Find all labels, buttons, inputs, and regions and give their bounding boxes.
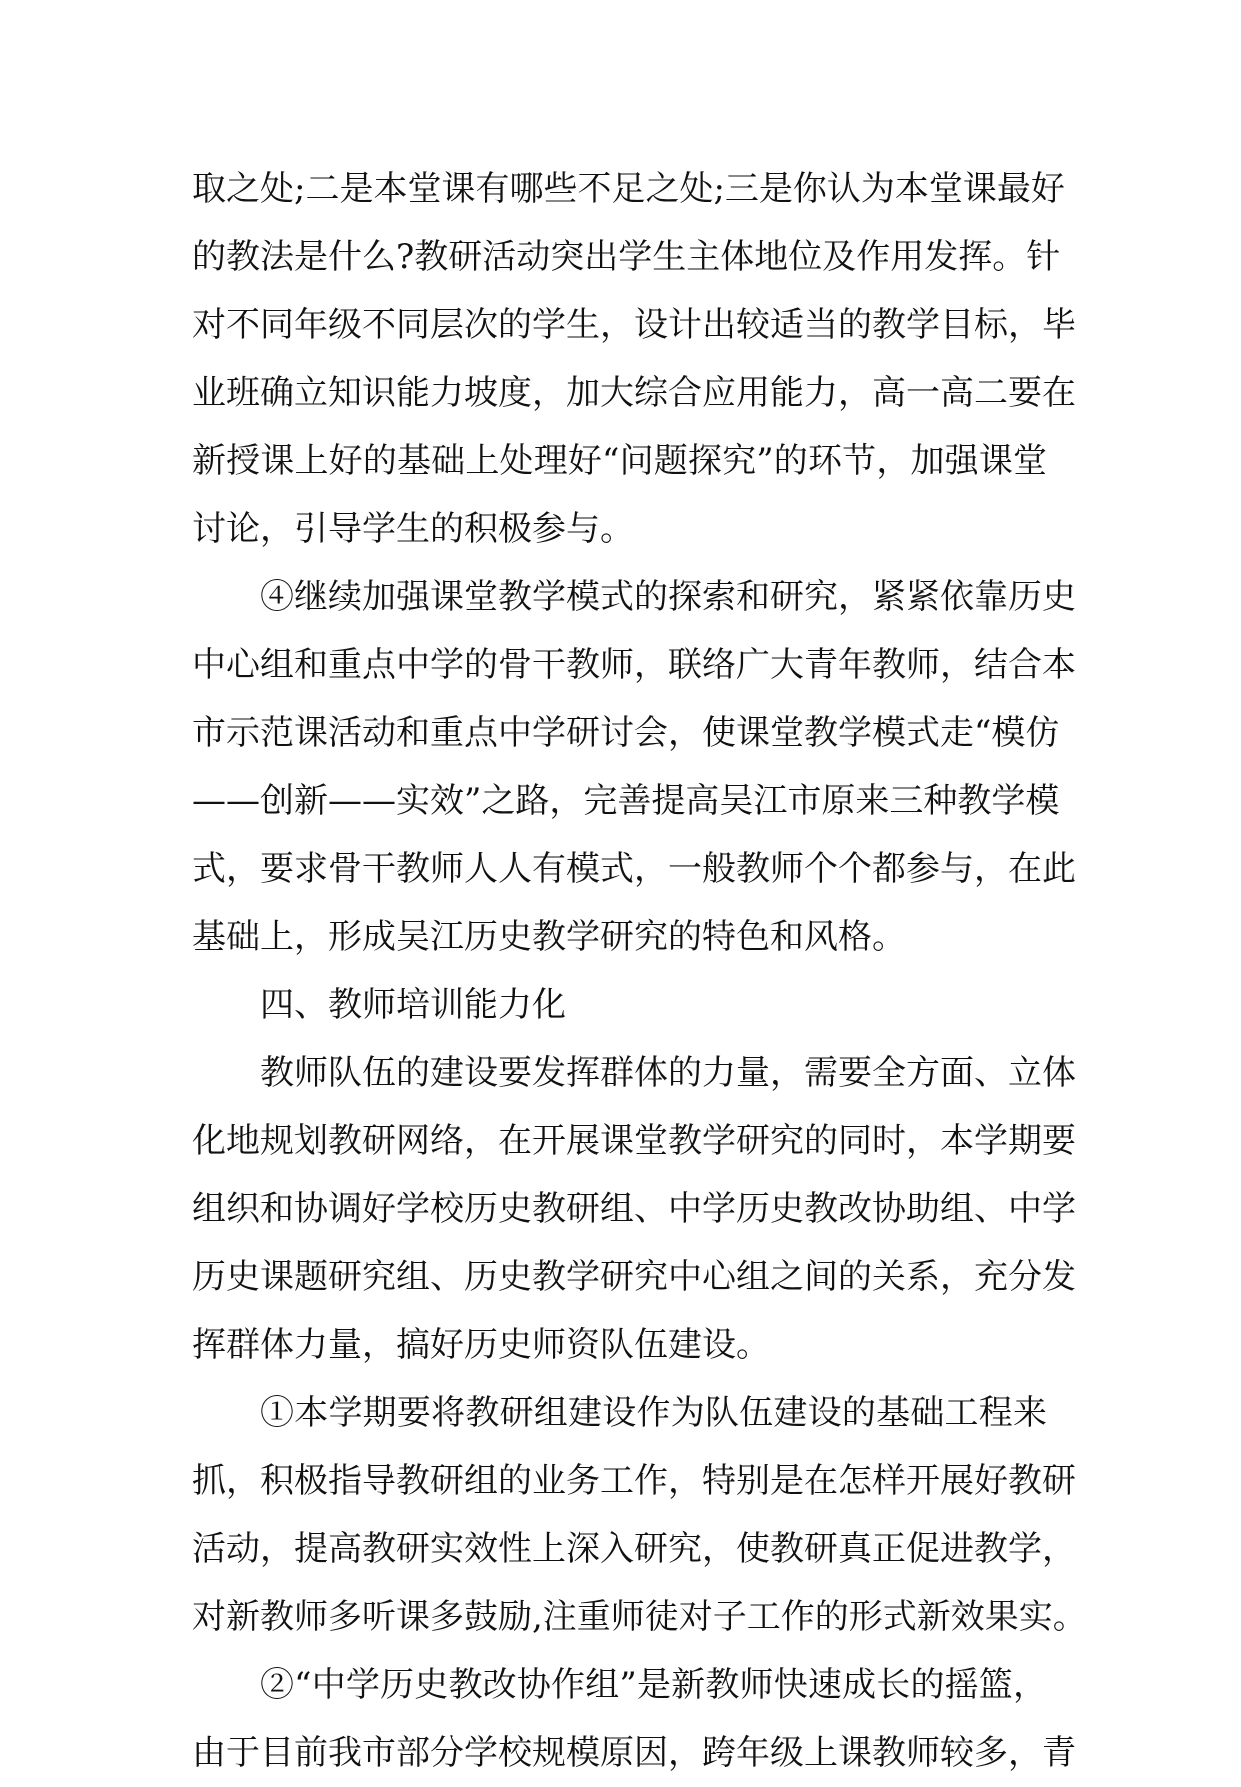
text-line: 活动，提高教研实效性上深入研究，使教研真正促进教学， bbox=[192, 1529, 1076, 1569]
text-line: 的教法是什么?教研活动突出学生主体地位及作用发挥。针 bbox=[192, 237, 1061, 277]
text-line: 对新教师多听课多鼓励,注重师徒对子工作的形式新效果实。 bbox=[192, 1597, 1087, 1637]
text-line: 组织和协调好学校历史教研组、中学历史教改协助组、中学 bbox=[192, 1189, 1076, 1229]
text-line: 对不同年级不同层次的学生，设计出较适当的教学目标，毕 bbox=[192, 305, 1076, 345]
text-line: ——创新——实效”之路，完善提高吴江市原来三种教学模 bbox=[192, 781, 1060, 821]
text-line: 业班确立知识能力坡度，加大综合应用能力，高一高二要在 bbox=[192, 373, 1076, 413]
text-line: 基础上，形成吴江历史教学研究的特色和风格。 bbox=[192, 917, 906, 957]
body-text bbox=[192, 155, 1087, 1787]
text-line: 由于目前我市部分学校规模原因，跨年级上课教师较多，青 bbox=[192, 1733, 1076, 1773]
text-line: 式，要求骨干教师人人有模式，一般教师个个都参与，在此 bbox=[192, 849, 1076, 889]
text-line: 取之处;二是本堂课有哪些不足之处;三是你认为本堂课最好 bbox=[192, 169, 1065, 209]
paragraph-start-line: ①本学期要将教研组建设作为队伍建设的基础工程来 bbox=[260, 1393, 1047, 1433]
text-line: 历史课题研究组、历史教学研究中心组之间的关系，充分发 bbox=[192, 1257, 1076, 1297]
text-line: 挥群体力量，搞好历史师资队伍建设。 bbox=[192, 1325, 770, 1365]
text-line: 中心组和重点中学的骨干教师，联络广大青年教师，结合本 bbox=[192, 645, 1076, 685]
text-line: 讨论，引导学生的积极参与。 bbox=[192, 509, 634, 549]
text-line: 市示范课活动和重点中学研讨会，使课堂教学模式走“模仿 bbox=[192, 713, 1060, 753]
text-line: 抓，积极指导教研组的业务工作，特别是在怎样开展好教研 bbox=[192, 1461, 1076, 1501]
paragraph-start-line: ②“中学历史教改协作组”是新教师快速成长的摇篮， bbox=[260, 1665, 1047, 1705]
paragraph-start-line: 教师队伍的建设要发挥群体的力量，需要全方面、立体 bbox=[260, 1053, 1076, 1093]
text-line: 新授课上好的基础上处理好“问题探究”的环节，加强课堂 bbox=[192, 441, 1047, 481]
section-heading: 四、教师培训能力化 bbox=[260, 985, 566, 1025]
text-line: 化地规划教研网络，在开展课堂教学研究的同时，本学期要 bbox=[192, 1121, 1076, 1161]
paragraph-start-line: ④继续加强课堂教学模式的探索和研究，紧紧依靠历史 bbox=[260, 577, 1076, 617]
